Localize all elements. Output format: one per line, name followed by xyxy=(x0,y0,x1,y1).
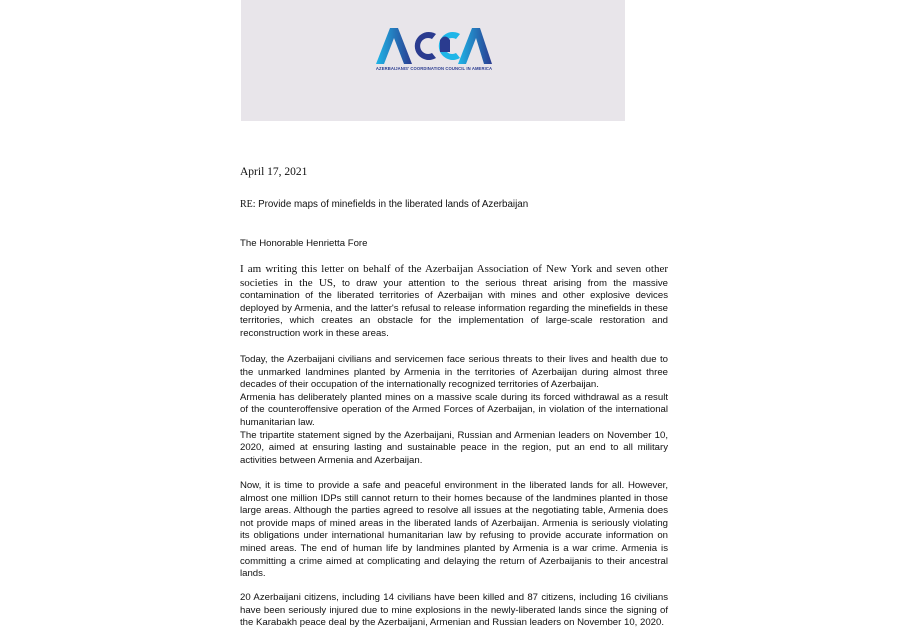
paragraph-2-b: Armenia has deliberately planted mines on a massive scale during its forced withdrawal as a result of the counteroffensive operation of the Armed Forces of Azerbaijan, in violation of the international humanitarian law. xyxy=(240,391,668,428)
paragraph-4: 20 Azerbaijani citizens, including 14 civilians have been killed and 87 citizens, including 16 civilians have been seriously injured due to mine explosions in the newly-liberated lands since the signing of the Karabakh peace deal by the Azerbaijani, Armenian and Russian leaders on November 10, 2020. xyxy=(240,592,668,629)
acca-logo-mark xyxy=(374,22,494,66)
subject-line xyxy=(240,199,528,210)
paragraph-2-c: The tripartite statement signed by the Azerbaijani, Russian and Armenian leaders on November 10, 2020, aimed at ensuring lasting and sustainable peace in the region, put an end to all military activities between Armenia and Azerbaijan. xyxy=(240,429,668,466)
acca-logo xyxy=(374,22,494,74)
paragraph-1-opening: I am writing this letter on behalf of the Azerbaijan Association of New York and seven other societies in the US, xyxy=(240,263,668,289)
paragraph-1-rest: to draw your attention to the serious threat arising from the massive contamination of the liberated territories of Azerbaijan with mines and other explosive devices deployed by Armenia, and the latter's refusal to release information regarding the minefields in these territories, which creates an obstacle for the implementation of large-scale restoration and reconstruction work in these areas. xyxy=(240,277,668,339)
subject-text: Provide maps of minefields in the liberated lands of Azerbaijan xyxy=(258,199,529,210)
paragraph-1 xyxy=(240,263,668,341)
subject-prefix: RE: xyxy=(240,199,256,210)
salutation: The Honorable Henrietta Fore xyxy=(240,238,368,249)
paragraph-3: Now, it is time to provide a safe and peaceful environment in the liberated lands for all. However, almost one million IDPs still cannot return to their homes because of the landmines planted in those large areas. Although the parties agreed to resolve all issues at the negotiating table, Armenia does not provide maps of mined areas in the liberated lands of Azerbaijan. Armenia is seriously violating its obligations under international humanitarian law by refusing to provide accurate information on mined areas. The end of human life by landmines planted by Armenia is a war crime. Armenia is committing a crime aimed at complicating and delaying the return of Azerbaijanis to their ancestral lands. xyxy=(240,480,668,580)
letter-date: April 17, 2021 xyxy=(240,166,308,178)
letterhead-banner xyxy=(241,0,625,121)
logo-tagline: AZERBAIJANIS' COORDINATION COUNCIL IN AMERICA xyxy=(375,66,493,71)
paragraph-2 xyxy=(240,354,668,467)
paragraph-2-a: Today, the Azerbaijani civilians and servicemen face serious threats to their lives and health due to the unmarked landmines planted by Armenia in the territories of Azerbaijan during almost three decades of their occupation of the internationally recognized territories of Azerbaijan. xyxy=(240,354,668,391)
